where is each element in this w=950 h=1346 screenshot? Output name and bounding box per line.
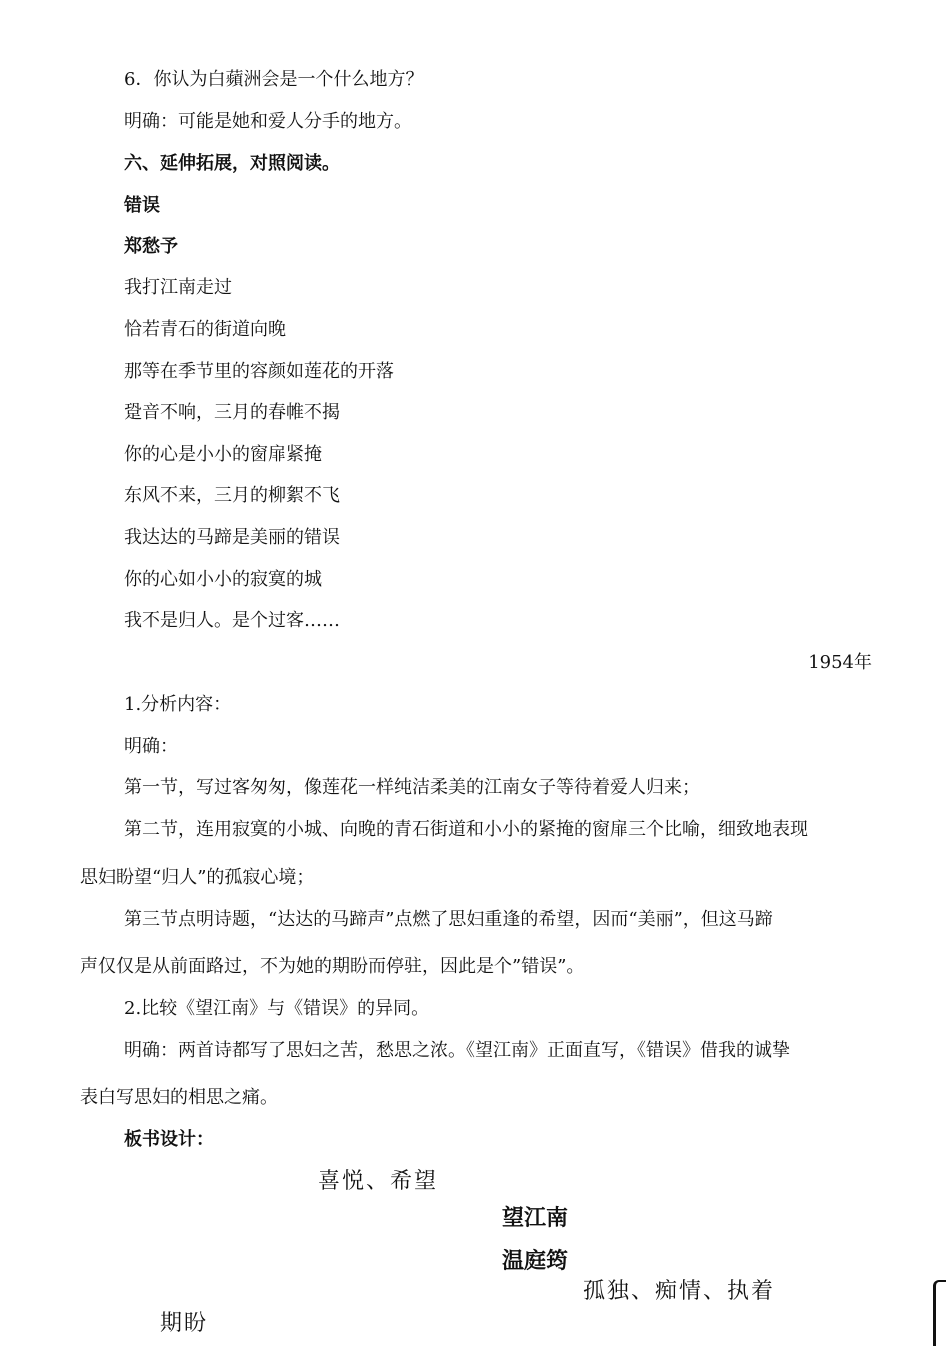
analysis-paragraph-3: 第三节点明诗题，“达达的马蹄声”点燃了思妇重逢的希望，因而“美丽”，但这马蹄 — [124, 909, 773, 930]
question-6-answer: 明确：可能是她和爱人分手的地方。 — [124, 111, 412, 132]
poem-line: 那等在季节里的容颜如莲花的开落 — [124, 361, 394, 382]
poem-author: 郑愁予 — [124, 236, 178, 257]
analysis-answer-2: 明确：两首诗都写了思妇之苦，愁思之浓。《望江南》正面直写，《错误》借我的诚挚 — [124, 1040, 790, 1061]
poem-line: 恰若青石的街道向晚 — [124, 319, 286, 340]
board-bracket — [933, 1280, 946, 1346]
poem-line: 我不是归人。是个过客…… — [124, 610, 340, 631]
analysis-answer-label: 明确： — [124, 736, 178, 757]
board-feelings: 孤独、痴情、执着 — [583, 1279, 776, 1304]
poem-line: 我达达的马蹄是美丽的错误 — [124, 527, 340, 548]
analysis-paragraph-2-cont: 思妇盼望“归人”的孤寂心境； — [80, 867, 315, 888]
board-poet: 温庭筠 — [502, 1249, 569, 1274]
analysis-question-2: 2.比较《望江南》与《错误》的异同。 — [124, 998, 430, 1019]
analysis-paragraph-1: 第一节，写过客匆匆，像莲花一样纯洁柔美的江南女子等待着爱人归来； — [124, 777, 700, 798]
poem-line: 你的心是小小的窗扉紧掩 — [124, 444, 322, 465]
analysis-paragraph-2: 第二节，连用寂寞的小城、向晚的青石街道和小小的紧掩的窗扉三个比喻，细致地表现 — [124, 819, 808, 840]
section-heading: 六、延伸拓展，对照阅读。 — [124, 153, 340, 174]
analysis-answer-2-cont: 表白写思妇的相思之痛。 — [80, 1087, 278, 1108]
poem-line: 东风不来，三月的柳絮不飞 — [124, 485, 340, 506]
analysis-question-1: 1.分析内容： — [124, 694, 232, 715]
board-design-label: 板书设计： — [124, 1129, 214, 1150]
question-6: 6．你认为白蘋洲会是一个什么地方？ — [124, 69, 424, 90]
board-joy: 喜悦、希望 — [318, 1169, 439, 1194]
board-poem-title: 望江南 — [502, 1206, 569, 1231]
analysis-paragraph-3-cont: 声仅仅是从前面路过，不为她的期盼而停驻，因此是个”错误”。 — [80, 956, 585, 977]
poem-line: 你的心如小小的寂寞的城 — [124, 569, 322, 590]
board-expect: 期盼 — [160, 1311, 209, 1336]
poem-title: 错误 — [124, 195, 160, 216]
poem-line: 我打江南走过 — [124, 277, 232, 298]
poem-line: 跫音不响，三月的春帷不揭 — [124, 402, 340, 423]
poem-year: 1954年 — [808, 652, 872, 673]
